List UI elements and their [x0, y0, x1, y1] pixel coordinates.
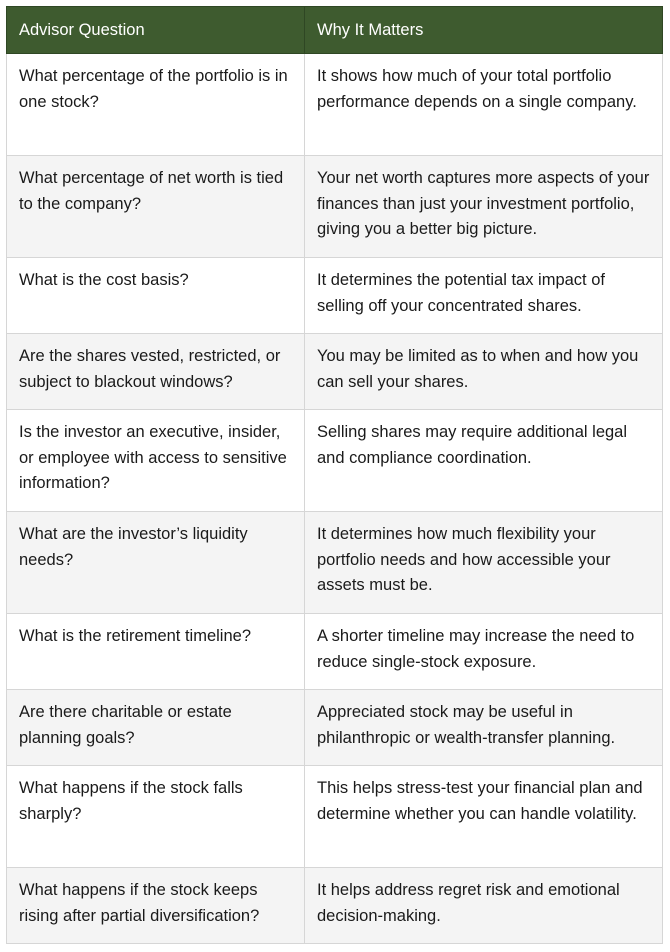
header-advisor-question: Advisor Question — [7, 7, 305, 54]
table-row — [7, 156, 663, 258]
table-header — [7, 7, 663, 54]
question-cell: Are the shares vested, restricted, or subject to blackout windows? — [7, 334, 305, 410]
question-cell: What percentage of net worth is tied to the company? — [7, 156, 305, 258]
question-cell: What happens if the stock falls sharply? — [7, 766, 305, 868]
header-why-it-matters: Why It Matters — [305, 7, 663, 54]
question-cell: Is the investor an executive, insider, or employee with access to sensitive information? — [7, 410, 305, 512]
advisor-questions-table — [6, 6, 663, 944]
table-row — [7, 766, 663, 868]
why-cell: Selling shares may require additional legal and compliance coordination. — [305, 410, 663, 512]
table-row — [7, 258, 663, 334]
header-row — [7, 7, 663, 54]
question-cell: What is the retirement timeline? — [7, 614, 305, 690]
advisor-questions-table-container — [6, 6, 662, 944]
question-cell: What are the investor’s liquidity needs? — [7, 512, 305, 614]
why-cell: It helps address regret risk and emotional decision-making. — [305, 868, 663, 944]
why-cell: A shorter timeline may increase the need to reduce single-stock exposure. — [305, 614, 663, 690]
table-row — [7, 614, 663, 690]
why-cell: Appreciated stock may be useful in philanthropic or wealth-transfer planning. — [305, 690, 663, 766]
why-cell: This helps stress-test your financial plan and determine whether you can handle volatility. — [305, 766, 663, 868]
question-cell: What happens if the stock keeps rising after partial diversification? — [7, 868, 305, 944]
why-cell: It determines how much flexibility your portfolio needs and how accessible your assets must be. — [305, 512, 663, 614]
question-cell: Are there charitable or estate planning goals? — [7, 690, 305, 766]
question-cell: What is the cost basis? — [7, 258, 305, 334]
table-row — [7, 54, 663, 156]
why-cell: You may be limited as to when and how you can sell your shares. — [305, 334, 663, 410]
why-cell: Your net worth captures more aspects of your finances than just your investment portfolio, giving you a better big picture. — [305, 156, 663, 258]
table-row — [7, 334, 663, 410]
table-row — [7, 512, 663, 614]
question-cell: What percentage of the portfolio is in one stock? — [7, 54, 305, 156]
table-row — [7, 690, 663, 766]
table-row — [7, 868, 663, 944]
table-row — [7, 410, 663, 512]
why-cell: It shows how much of your total portfolio performance depends on a single company. — [305, 54, 663, 156]
why-cell: It determines the potential tax impact of selling off your concentrated shares. — [305, 258, 663, 334]
table-body — [7, 54, 663, 944]
